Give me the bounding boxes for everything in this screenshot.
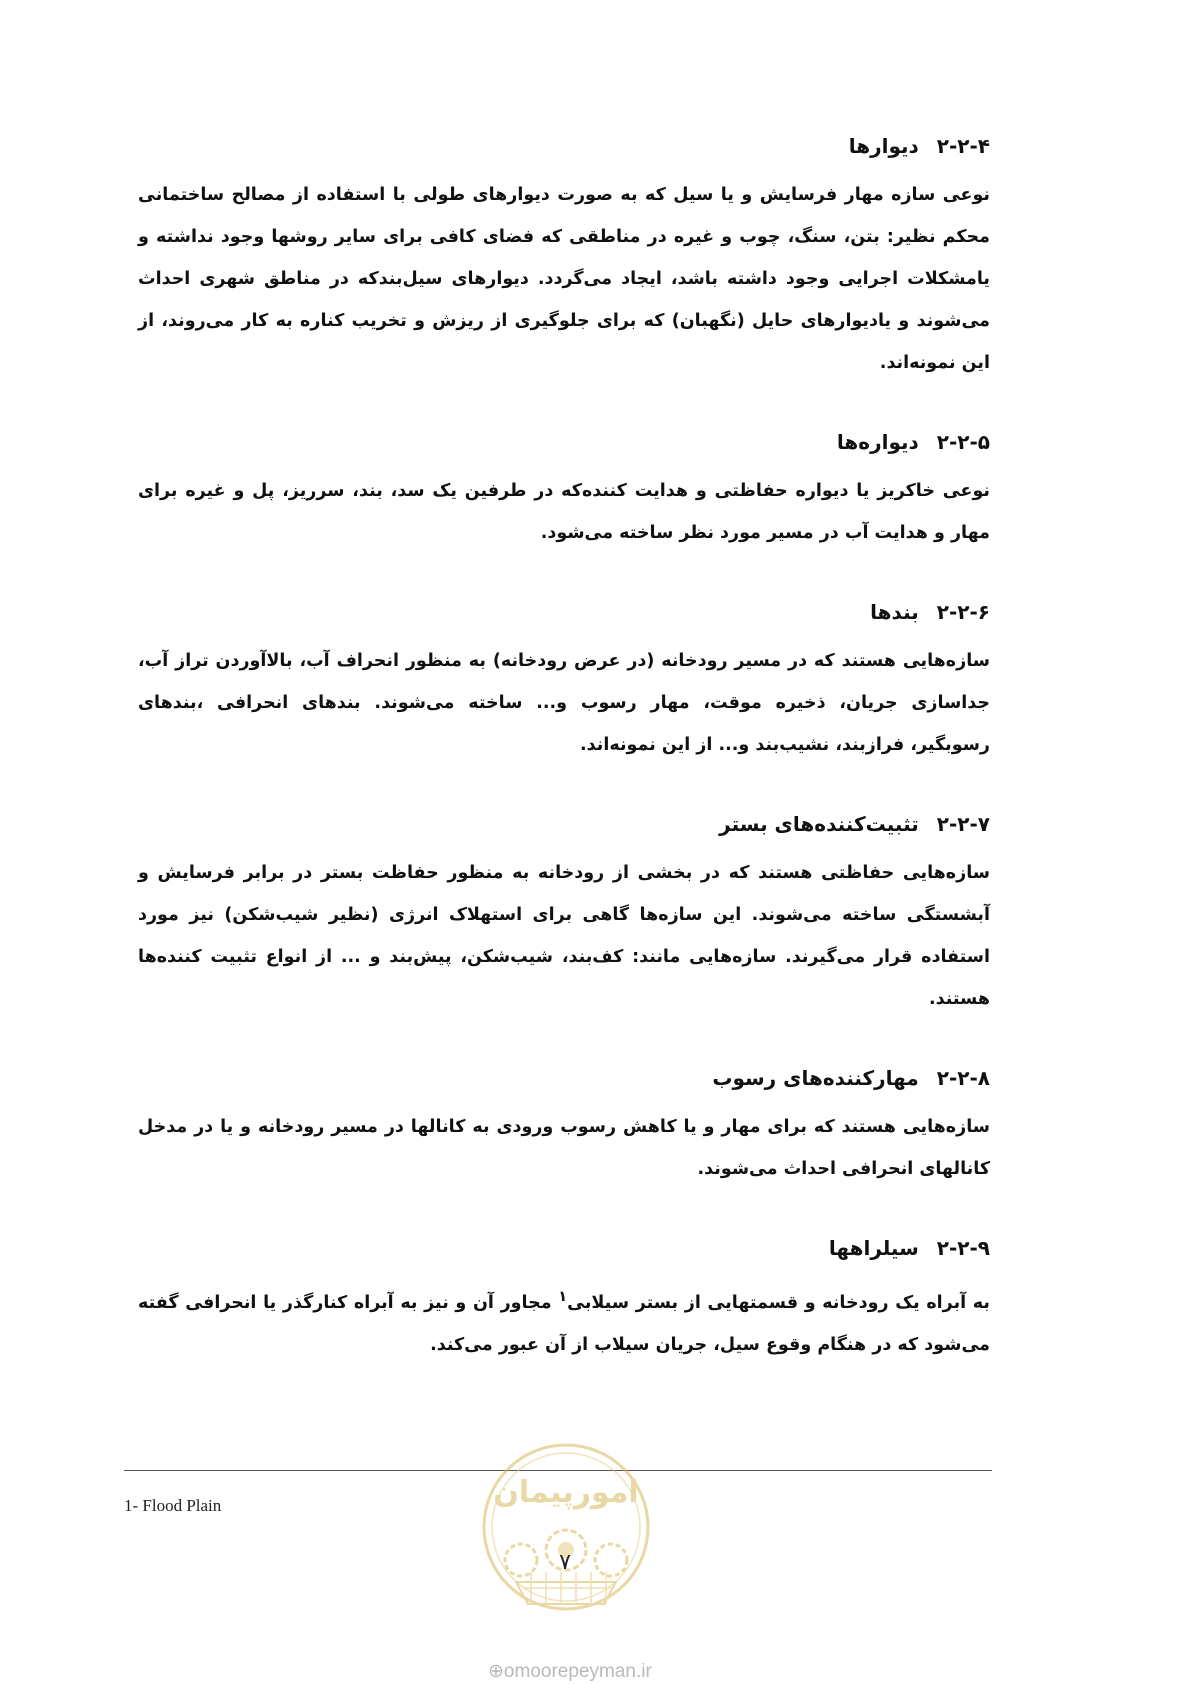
footnote-reference: ۱ [558, 1288, 568, 1305]
section-title: بندها [870, 600, 919, 624]
footnote: 1- Flood Plain [124, 1496, 222, 1515]
document-body [138, 132, 990, 1410]
section-number: ۲-۲-۸ [936, 1066, 990, 1090]
section-paragraph [138, 1276, 990, 1366]
section-walls [138, 132, 990, 384]
section-dikes [138, 428, 990, 554]
watermark-logo-text: امورپیمان [493, 1475, 639, 1510]
section-weirs [138, 598, 990, 766]
watermark-site-label: omoorepeyman.ir [503, 1661, 652, 1682]
section-number: ۲-۲-۶ [936, 600, 990, 624]
section-number: ۲-۲-۵ [936, 430, 990, 454]
section-title: دیوارها [848, 134, 919, 158]
section-title: تثبیت‌کننده‌های بستر [719, 812, 919, 836]
section-paragraph: سازه‌هایی هستند که در مسیر رودخانه (در عرض رودخانه) به منظور انحراف آب، بالاآوردن تراز آب، جداسازی جریان، ذخیره موقت، مهار رسوب و... ساخته می‌شوند. بندهای انحرافی ،بندهای رسوبگیر، فرازبند، نشیب‌بند و... از این نمونه‌اند. [138, 651, 990, 755]
section-paragraph: سازه‌هایی هستند که برای مهار و یا کاهش رسوب ورودی به کانالها در مسیر رودخانه و یا در مدخل کانالهای انحرافی احداث می‌شوند. [138, 1117, 990, 1179]
section-heading [138, 598, 990, 626]
section-heading [138, 810, 990, 838]
globe-icon: ⊕ [488, 1661, 504, 1682]
page-number: ۷ [559, 1550, 571, 1575]
watermark-logo-icon [476, 1432, 656, 1632]
section-paragraph: سازه‌هایی حفاظتی هستند که در بخشی از رودخانه به منظور حفاظت بستر در برابر فرسایش و آبشستگی ساخته می‌شوند. این سازه‌ها گاهی برای استهلاک انرژی (نظیر شیب‌شکن) نیز مورد استفاده قرار می‌گیرند. سازه‌هایی مانند: کف‌بند، شیب‌شکن، پیش‌بند و ... از انواع تثبیت کننده‌ها هستند. [138, 863, 990, 1009]
section-paragraph: نوعی سازه مهار فرسایش و یا سیل که به صورت دیوارهای طولی با استفاده از مصالح ساختمانی محکم نظیر: بتن، سنگ، چوب و غیره در مناطقی که فضای کافی برای سایر روشها وجود نداشته و یامشکلات اجرایی وجود داشته باشد، ایجاد می‌گردد. دیوارهای سیل‌بندکه در مناطق شهری احداث می‌شوند و یادیوارهای حایل (نگهبان) که برای جلوگیری از ریزش و تخریب کناره به کار می‌روند، از این نمونه‌اند. [138, 185, 990, 373]
section-title: دیواره‌ها [836, 430, 919, 454]
section-sediment-controls [138, 1064, 990, 1190]
section-heading [138, 132, 990, 160]
paragraph-text-before: به آبراه یک رودخانه و قسمتهایی از بستر سیلابی [567, 1292, 990, 1313]
section-heading [138, 428, 990, 456]
section-heading [138, 1064, 990, 1092]
section-number: ۲-۲-۹ [936, 1236, 990, 1260]
watermark-site [488, 1660, 652, 1683]
section-heading [138, 1234, 990, 1262]
section-number: ۲-۲-۷ [936, 812, 990, 836]
paragraph-text-after: مجاور آن و نیز به آبراه کنارگذر یا انحرافی گفته می‌شود که در هنگام وقوع سیل، جریان سیلاب از آن عبور می‌کند. [138, 1292, 990, 1355]
section-paragraph: نوعی خاکریز یا دیواره حفاظتی و هدایت کننده‌که در طرفین یک سد، بند، سرریز، پل و غیره برای مهار و هدایت آب در مسیر مورد نظر ساخته می‌شود. [138, 481, 990, 543]
section-bed-stabilizers [138, 810, 990, 1020]
section-floodways [138, 1234, 990, 1366]
section-title: مهارکننده‌های رسوب [712, 1066, 919, 1090]
section-number: ۲-۲-۴ [936, 134, 990, 158]
section-title: سیلراهها [828, 1236, 919, 1260]
